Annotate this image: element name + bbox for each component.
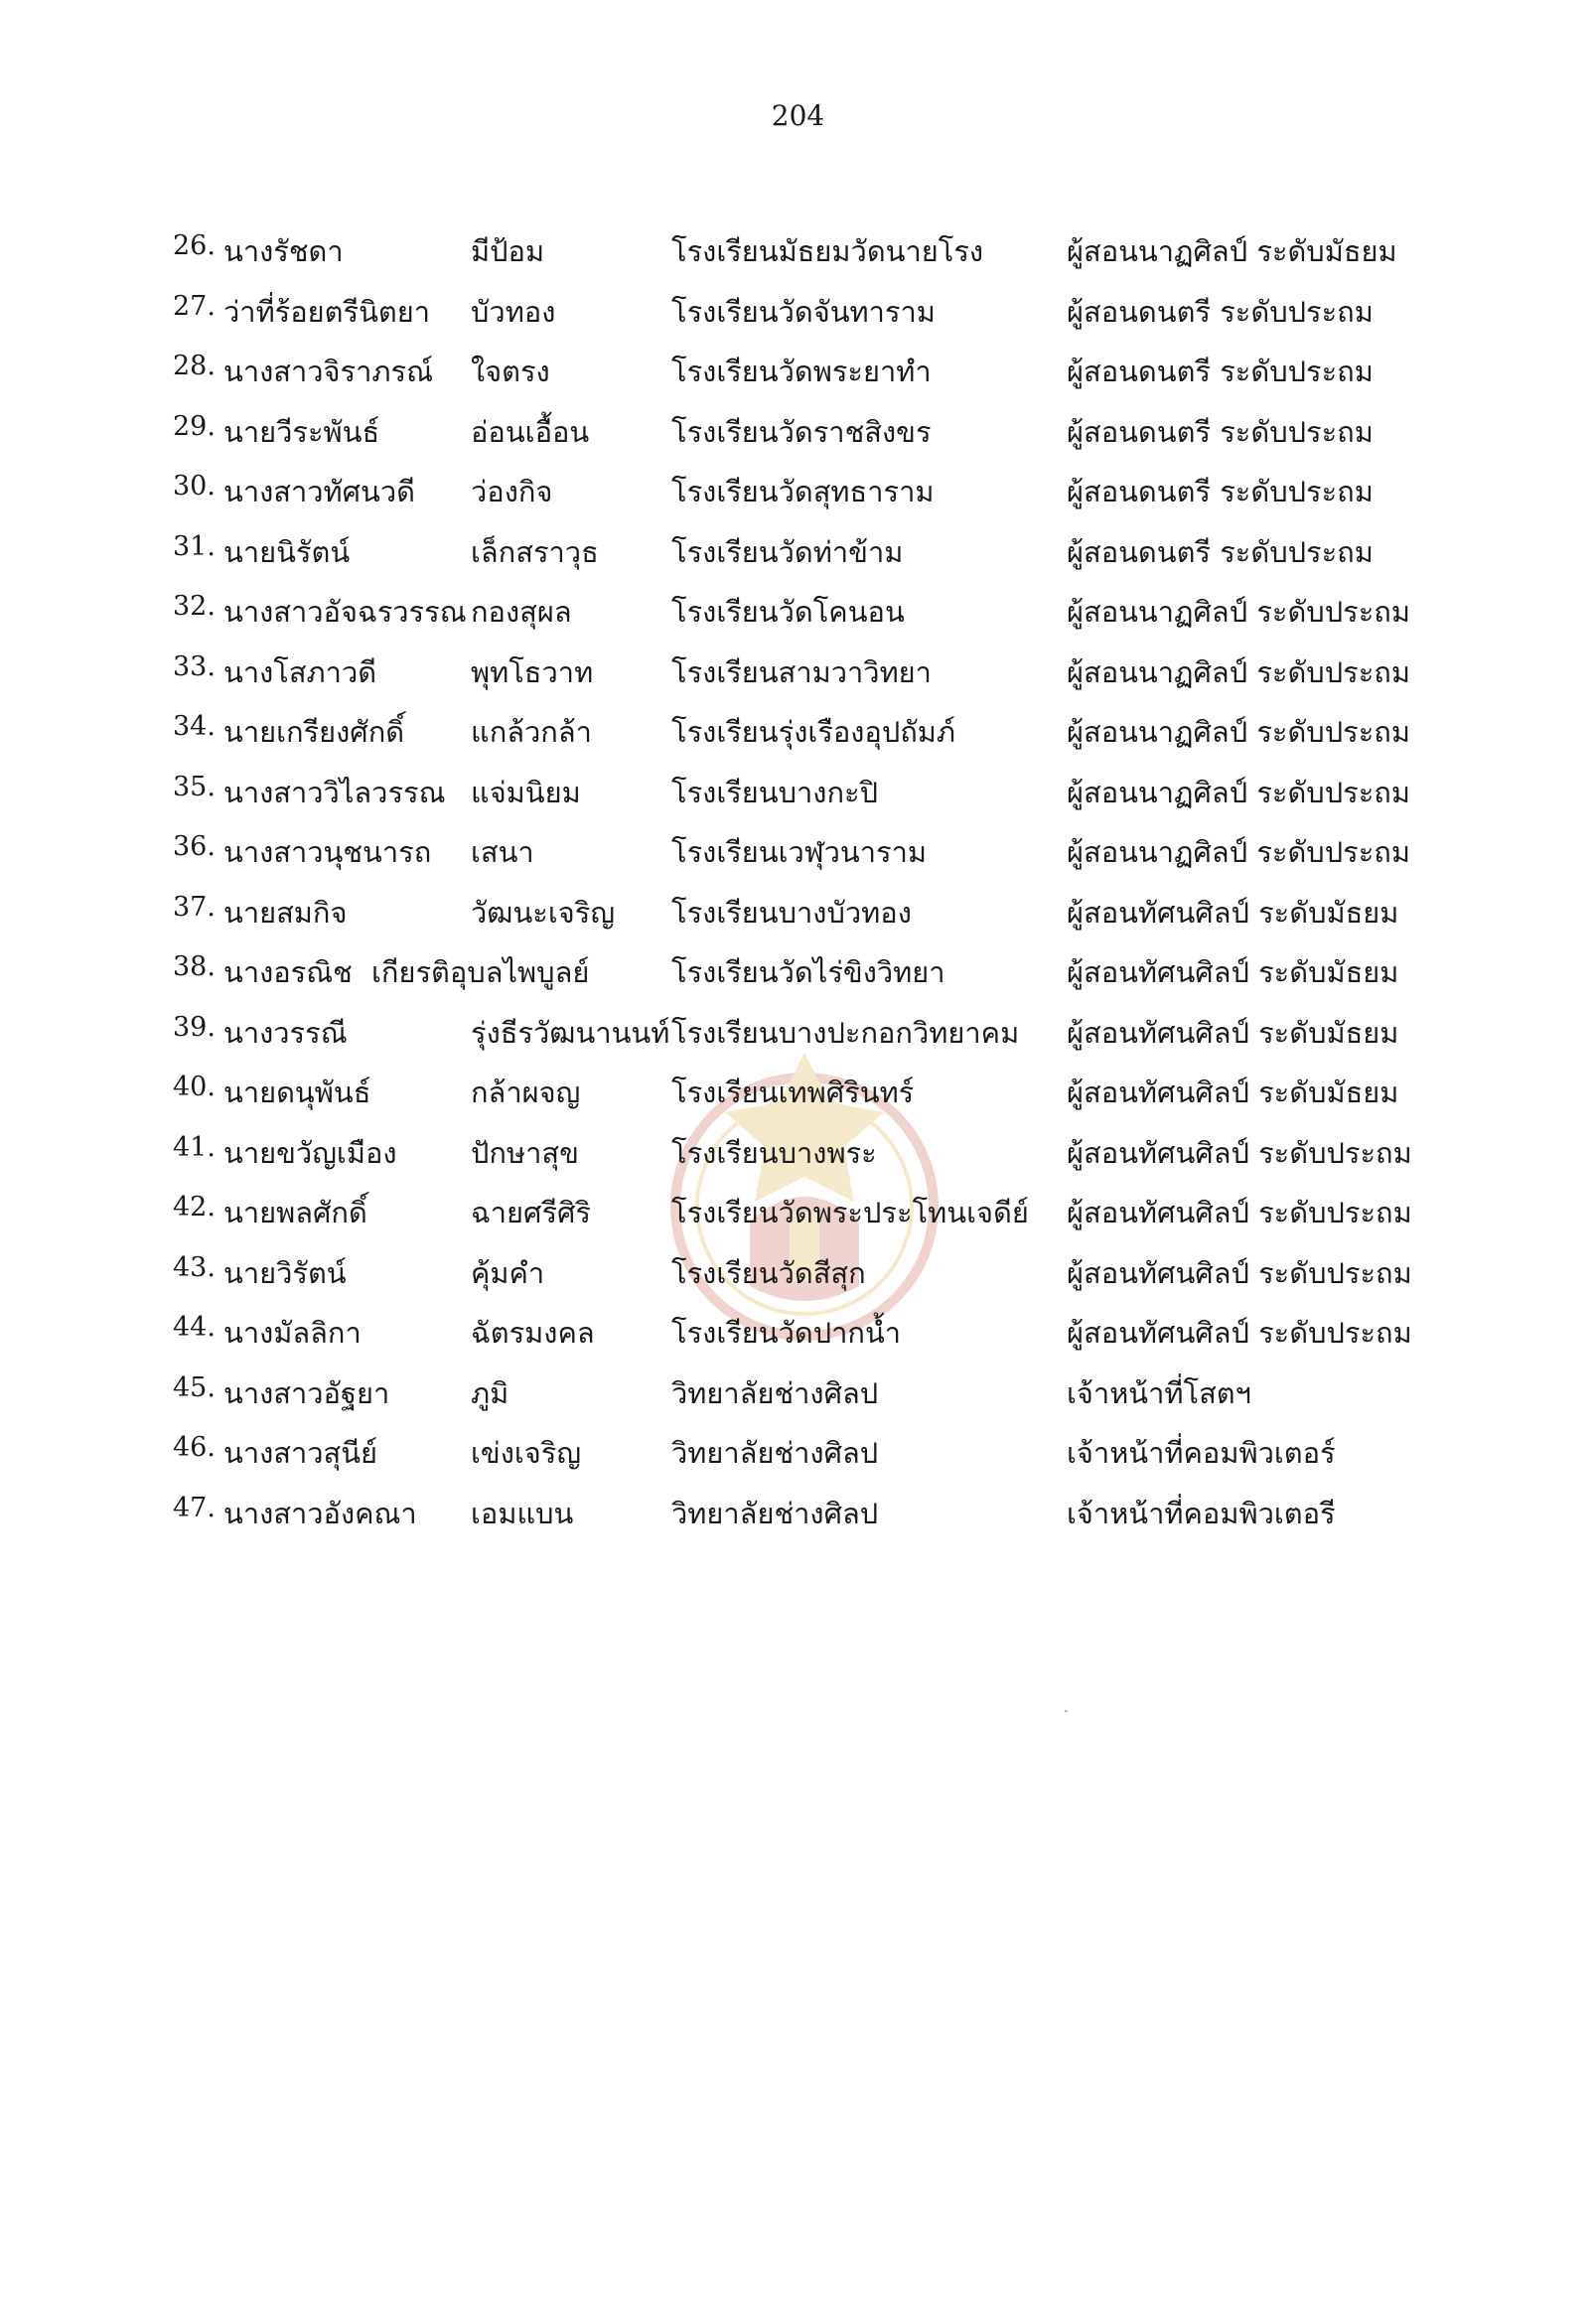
first-name: นางสาวอัจฉรวรรณ: [223, 595, 467, 629]
position: ผู้สอนดนตรี ระดับประถม: [1067, 534, 1374, 569]
item-number: 34.: [173, 711, 216, 742]
school: โรงเรียนวัดราชสิงขร: [671, 414, 932, 449]
item-number: 29.: [173, 410, 216, 442]
last-name: ใจตรง: [471, 355, 550, 388]
first-name: นางสาวนุชนารถ: [223, 835, 432, 869]
position: ผู้สอนทัศนศิลป์ ระดับประถม: [1067, 1135, 1412, 1170]
item-number: 30.: [173, 471, 216, 502]
position: ผู้สอนทัศนศิลป์ ระดับประถม: [1067, 1316, 1412, 1350]
item-number: 35.: [173, 771, 216, 802]
first-name: นางอรณิช: [223, 955, 353, 989]
first-name: นางสาวสุนีย์: [223, 1436, 378, 1470]
school: โรงเรียนบางกะปิ: [671, 775, 879, 809]
first-name: นายวีระพันธ์: [223, 414, 380, 449]
list-item: [0, 409, 1596, 470]
item-number: 31.: [173, 530, 216, 562]
list-item: [0, 1430, 1596, 1491]
last-name: เกียรติอุบลไพบูลย์: [371, 955, 590, 989]
last-name: ฉัตรมงคล: [471, 1316, 595, 1350]
last-name: อ่อนเอื้อน: [471, 414, 590, 449]
item-number: 46.: [173, 1432, 216, 1463]
list-item: [0, 1070, 1596, 1130]
item-number: 32.: [173, 591, 216, 622]
list-item: [0, 1010, 1596, 1071]
school: โรงเรียนบางพระ: [671, 1135, 877, 1170]
list-item: [0, 1370, 1596, 1431]
item-number: 33.: [173, 650, 216, 682]
last-name: เอมแบน: [471, 1496, 574, 1530]
list-item: [0, 949, 1596, 1010]
school: โรงเรียนวัดสุทธาราม: [671, 475, 935, 508]
first-name: นางสาววิไลวรรณ: [223, 775, 446, 809]
last-name: เข่งเจริญ: [471, 1436, 582, 1470]
first-name: นางวรรณี: [223, 1015, 348, 1050]
position: ผู้สอนทัศนศิลป์ ระดับประถม: [1067, 1196, 1412, 1229]
first-name: ว่าที่ร้อยตรีนิตยา: [223, 294, 431, 329]
page-number: 204: [771, 99, 825, 132]
school: โรงเรียนเวฬุวนาราม: [671, 835, 928, 869]
school: โรงเรียนบางบัวทอง: [671, 895, 912, 930]
school: โรงเรียนวัดสีสุก: [671, 1255, 866, 1290]
first-name: นายขวัญเมือง: [223, 1135, 397, 1170]
list-item: [0, 1130, 1596, 1191]
position: ผู้สอนทัศนศิลป์ ระดับประถม: [1067, 1255, 1412, 1290]
item-number: 42.: [173, 1192, 216, 1223]
list-item: [0, 709, 1596, 770]
first-name: นางมัลลิกา: [223, 1316, 362, 1350]
position: ผู้สอนนาฏศิลป์ ระดับประถม: [1067, 715, 1410, 749]
last-name: เสนา: [471, 835, 534, 869]
list-item: [0, 1250, 1596, 1311]
school: วิทยาลัยช่างศิลป: [671, 1375, 879, 1410]
position: ผู้สอนนาฏศิลป์ ระดับมัธยม: [1067, 234, 1397, 268]
position: ผู้สอนทัศนศิลป์ ระดับมัธยม: [1067, 895, 1399, 930]
list-item: [0, 1190, 1596, 1250]
school: โรงเรียนวัดท่าข้าม: [671, 534, 904, 569]
list-item: [0, 1491, 1596, 1551]
list-item: [0, 1310, 1596, 1370]
position: ผู้สอนทัศนศิลป์ ระดับมัธยม: [1067, 1076, 1399, 1109]
item-number: 45.: [173, 1371, 216, 1403]
last-name: เล็กสราวุธ: [471, 534, 599, 569]
school: โรงเรียนบางปะกอกวิทยาคม: [671, 1015, 1020, 1050]
first-name: นางโสภาวดี: [223, 654, 377, 689]
last-name: บัวทอง: [471, 294, 556, 329]
last-name: กองสุผล: [471, 595, 572, 629]
list-item: [0, 469, 1596, 529]
school: โรงเรียนวัดจันทาราม: [671, 294, 936, 329]
last-name: คุ้มคำ: [471, 1255, 545, 1290]
item-number: 40.: [173, 1072, 216, 1102]
last-name: ภูมิ: [471, 1375, 509, 1410]
school: โรงเรียนมัธยมวัดนายโรง: [671, 234, 984, 268]
item-number: 47.: [173, 1492, 216, 1523]
last-name: ปักษาสุข: [471, 1135, 579, 1170]
school: โรงเรียนเทพศิรินทร์: [671, 1076, 915, 1109]
school: โรงเรียนวัดปากน้ำ: [671, 1316, 902, 1350]
position: เจ้าหน้าที่คอมพิวเตอรี: [1067, 1496, 1336, 1530]
last-name: กล้าผจญ: [471, 1076, 581, 1109]
item-number: 38.: [173, 951, 216, 982]
school: โรงเรียนวัดไร่ขิงวิทยา: [671, 955, 945, 989]
first-name: นายพลศักดิ์: [223, 1196, 367, 1229]
list-item: [0, 289, 1596, 350]
last-name: ว่องกิจ: [471, 475, 553, 508]
first-name: นายดนุพันธ์: [223, 1076, 371, 1109]
last-name: พุทโธวาท: [471, 654, 594, 689]
item-number: 39.: [173, 1011, 216, 1043]
school: วิทยาลัยช่างศิลป: [671, 1496, 879, 1530]
first-name: นางสาวอัฐยา: [223, 1375, 390, 1410]
first-name: นางสาวจิราภรณ์: [223, 355, 433, 388]
item-number: 37.: [173, 891, 216, 923]
position: ผู้สอนนาฏศิลป์ ระดับประถม: [1067, 775, 1410, 809]
first-name: นางสาวทัศนวดี: [223, 475, 416, 508]
item-number: 36.: [173, 831, 216, 862]
scan-speck: [1065, 1710, 1068, 1712]
school: โรงเรียนรุ่งเรืองอุปถัมภ์: [671, 715, 956, 749]
position: ผู้สอนนาฏศิลป์ ระดับประถม: [1067, 654, 1410, 689]
last-name: มีป้อม: [471, 234, 545, 268]
item-number: 27.: [173, 290, 216, 322]
item-number: 28.: [173, 351, 216, 381]
list-item: [0, 228, 1596, 289]
list-item: [0, 890, 1596, 950]
position: ผู้สอนทัศนศิลป์ ระดับมัธยม: [1067, 955, 1399, 989]
list-item: [0, 829, 1596, 890]
position: ผู้สอนนาฏศิลป์ ระดับประถม: [1067, 595, 1410, 629]
position: ผู้สอนดนตรี ระดับประถม: [1067, 294, 1374, 329]
last-name: วัฒนะเจริญ: [471, 895, 616, 930]
list-item: [0, 349, 1596, 409]
list-item: [0, 770, 1596, 830]
school: โรงเรียนวัดโคนอน: [671, 595, 905, 629]
list-item: [0, 649, 1596, 710]
school: โรงเรียนวัดพระยาทำ: [671, 355, 932, 388]
last-name: รุ่งธีรวัฒนานนท์: [471, 1015, 670, 1050]
position: เจ้าหน้าที่คอมพิวเตอร์: [1067, 1436, 1336, 1470]
last-name: ฉายศรีศิริ: [471, 1196, 591, 1229]
last-name: แกล้วกล้า: [471, 715, 592, 749]
school: โรงเรียนสามวาวิทยา: [671, 654, 932, 689]
first-name: นางรัชดา: [223, 234, 344, 268]
first-name: นายวิรัตน์: [223, 1255, 347, 1290]
position: ผู้สอนดนตรี ระดับประถม: [1067, 355, 1374, 388]
school: โรงเรียนวัดพระประโทนเจดีย์: [671, 1196, 1029, 1229]
position: ผู้สอนดนตรี ระดับประถม: [1067, 475, 1374, 508]
first-name: นายเกรียงศักดิ์: [223, 715, 405, 749]
position: เจ้าหน้าที่โสตฯ: [1067, 1375, 1251, 1410]
last-name: แจ่มนิยม: [471, 775, 581, 809]
staff-list: [0, 228, 1596, 1550]
list-item: [0, 529, 1596, 590]
first-name: นางสาวอังคณา: [223, 1496, 417, 1530]
position: ผู้สอนดนตรี ระดับประถม: [1067, 414, 1374, 449]
item-number: 41.: [173, 1131, 216, 1163]
position: ผู้สอนทัศนศิลป์ ระดับมัธยม: [1067, 1015, 1399, 1050]
school: วิทยาลัยช่างศิลป: [671, 1436, 879, 1470]
position: ผู้สอนนาฏศิลป์ ระดับประถม: [1067, 835, 1410, 869]
item-number: 44.: [173, 1312, 216, 1343]
item-number: 43.: [173, 1251, 216, 1283]
first-name: นายนิรัตน์: [223, 534, 351, 569]
list-item: [0, 589, 1596, 649]
item-number: 26.: [173, 230, 216, 261]
first-name: นายสมกิจ: [223, 895, 348, 930]
